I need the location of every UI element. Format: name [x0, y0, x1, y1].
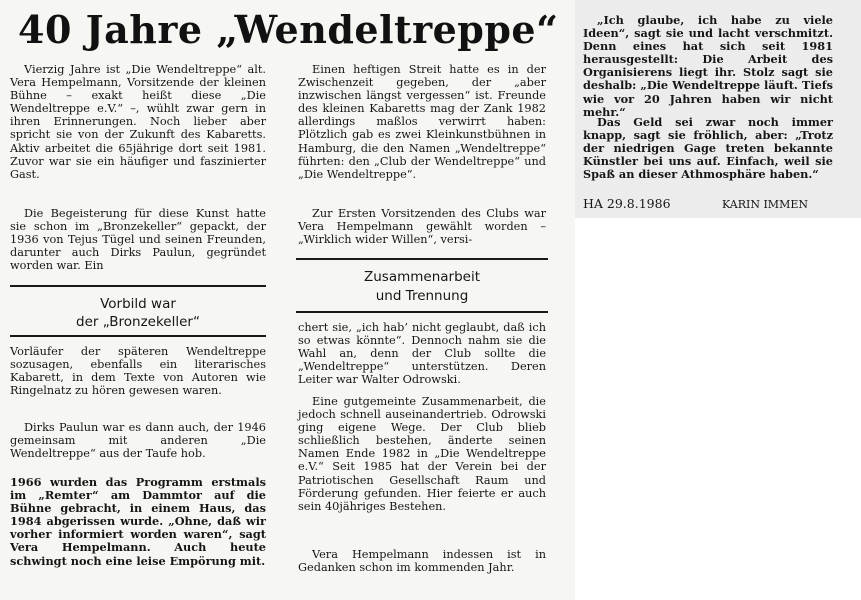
author-byline: KARIN IMMEN [722, 198, 808, 211]
col2-paragraph-3: chert sie, „ich hab’ nicht geglaubt, daß ich so etwas könnte“. Dennoch nahm sie die Wahl an, denn der Club sollte die „Wendeltreppe“ unterstützen. Deren Leiter war Walter Odrowski. [298, 321, 546, 387]
col1-paragraph-4: Dirks Paulun war es dann auch, der 1946 gemeinsam mit anderen „Die Wendeltreppe“ aus der Taufe hob. [10, 421, 266, 461]
col3-paragraph-1: „Ich glaube, ich habe zu viele Ideen“, sagt sie und lacht verschmitzt. Denn eines hat sich seit 1981 herausgestellt: Die Arbeit des Organisierens liegt ihr. Stolz sagt sie deshalb: „Die Wendeltreppe läuft. Tiefs wie vor 20 Jahren haben wir nicht mehr.“ [583, 13, 833, 119]
col1-paragraph-2: Die Begeisterung für diese Kunst hatte sie schon im „Bronzekeller“ gepackt, der 1936 von Tejus Tügel und seinen Freunden, darunter auch Dirks Paulun, gegründet worden war. Ein [10, 207, 266, 273]
col1-paragraph-5: 1966 wurden das Programm erstmals im „Remter“ am Dammtor auf die Bühne gebracht, in einem Haus, das 1984 abgerissen wurde. „Ohne, daß wir vorher informiert worden waren“, sagt Vera Hempelmann. Auch heute schwingt noch eine leise Empörung mit. [10, 475, 266, 568]
col2-subhead-line-1: Zusammenarbeit [363, 269, 480, 285]
col1-subhead-line-2: der „Bronzekeller“ [76, 314, 200, 330]
col1-rule-bottom [10, 335, 266, 337]
col1-paragraph-3: Vorläufer der späteren Wendeltreppe sozusagen, ebenfalls ein literarisches Kabarett, in dem Texte von Autoren wie Ringelnatz zu hören gewesen waren. [10, 345, 266, 398]
col1-subhead-line-1: Vorbild war [100, 296, 176, 312]
col2-subhead-line-2: und Trennung [375, 288, 469, 304]
col2-paragraph-4: Eine gutgemeinte Zusammenarbeit, die jedoch schnell auseinandertrieb. Odrowski ging eigene Wege. Der Club blieb schließlich bestehen, änderte seinen Namen Ende 1982 in „Die Wendeltreppe e.V.“ Seit 1985 hat der Verein bei der Patriotischen Gesellschaft Raum und Förderung gefunden. Hier feierte er auch sein 40jähriges Bestehen. [298, 395, 546, 513]
headline: 40 Jahre „Wendeltreppe“ [18, 7, 559, 52]
col1-paragraph-1: Vierzig Jahre ist „Die Wendeltreppe“ alt. Vera Hempelmann, Vorsitzende der kleinen Bühne – exakt heißt diese „Die Wendeltreppe e.V.“ –, wühlt zwar gern in ihren Erinnerungen. Noch lieber aber spricht sie von der Zukunft des Kabaretts. Aktiv arbeitet die 65jährige dort seit 1981. Zuvor war sie ein häufiger und faszinierter Gast. [10, 63, 266, 181]
col2-paragraph-1: Einen heftigen Streit hatte es in der Zwischenzeit gegeben, der „aber inzwischen längst vergessen“ ist. Freunde des kleinen Kabaretts mag der Zank 1982 allerdings maßlos verwirrt haben: Plötzlich gab es zwei Kleinkunstbühnen in Hamburg, die den Namen „Wendeltreppe“ führten: den „Club der Wendeltreppe“ und „Die Wendeltreppe“. [298, 63, 546, 181]
col2-paragraph-5: Vera Hempelmann indessen ist in Gedanken schon im kommenden Jahr. [298, 548, 546, 575]
col2-paragraph-2: Zur Ersten Vorsitzenden des Clubs war Vera Hempelmann gewählt worden – „Wirklich wider Willen“, versi- [298, 207, 546, 247]
col2-rule-top [296, 258, 548, 260]
col3-paragraph-2: Das Geld sei zwar noch immer knapp, sagt sie fröhlich, aber: „Trotz der niedrigen Gage treten bekannte Künstler bei uns auf. Einfach, weil sie Spaß an dieser Athmosphäre haben.“ [583, 115, 833, 182]
col1-rule-top [10, 285, 266, 287]
source-date: HA 29.8.1986 [583, 196, 671, 211]
col2-rule-bottom [296, 311, 548, 313]
